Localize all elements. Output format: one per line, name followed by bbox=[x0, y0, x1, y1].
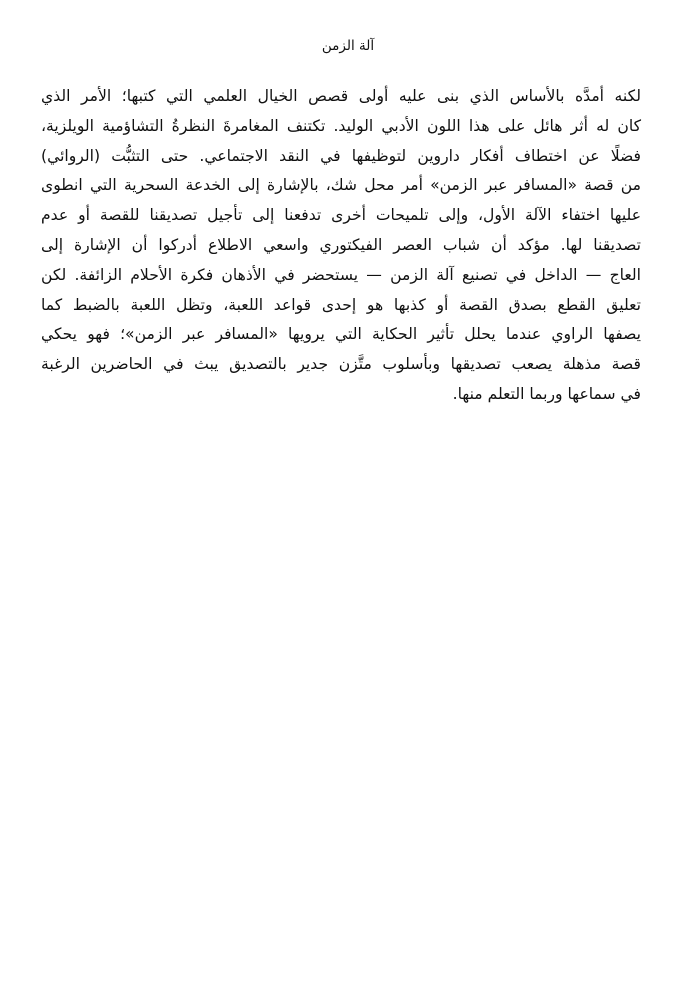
paragraph-line: من قصة «المسافر عبر الزمن» أمر محل شك، بالإشارة إلى الخدعة السحرية التي انطوى bbox=[41, 176, 641, 195]
paragraph-line: يصفها الراوي عندما يحلل تأثير الحكاية التي يرويها «المسافر عبر الزمن»؛ فهو يحكي bbox=[41, 325, 641, 344]
paragraph-line-last: في سماعها وربما التعلم منها. bbox=[452, 384, 641, 403]
paragraph-line: كان له أثر هائل على هذا اللون الأدبي الوليد. تكتنف المغامرةَ النظرةُ التشاؤمية الويلزية، bbox=[41, 116, 641, 135]
paragraph-line: لكنه أمدَّه بالأساس الذي بنى عليه أولى قصص الخيال العلمي التي كتبها؛ الأمر الذي bbox=[41, 87, 641, 105]
paragraph-line: عليها اختفاء الآلة الأول، وإلى تلميحات أخرى تدفعنا إلى تأجيل تصديقنا للقصة أو عدم bbox=[41, 206, 641, 225]
body-paragraph bbox=[41, 82, 641, 410]
paragraph-line: تعليق القطع بصدق القصة أو كذبها هو إحدى قواعد اللعبة، وتظل اللعبة بالضبط كما bbox=[41, 295, 641, 314]
paragraph-line: تصديقنا لها. مؤكد أن شباب العصر الفيكتوري واسعي الاطلاع أدركوا أن الإشارة إلى bbox=[41, 235, 641, 254]
running-header: آلة الزمن bbox=[321, 38, 375, 54]
paragraph-line: العاج — الداخل في تصنيع آلة الزمن — يستحضر في الأذهان فكرة الأحلام الزائفة. لكن bbox=[41, 265, 641, 284]
paragraph-line: فضلًا عن اختطاف أفكار داروين لتوظيفها في النقد الاجتماعي. حتى التثبُّت (الروائي) bbox=[41, 146, 641, 165]
paragraph-line: قصة مذهلة يصعب تصديقها وبأسلوب متَّزن جدير بالتصديق يبث في الحاضرين الرغبة bbox=[41, 355, 641, 374]
